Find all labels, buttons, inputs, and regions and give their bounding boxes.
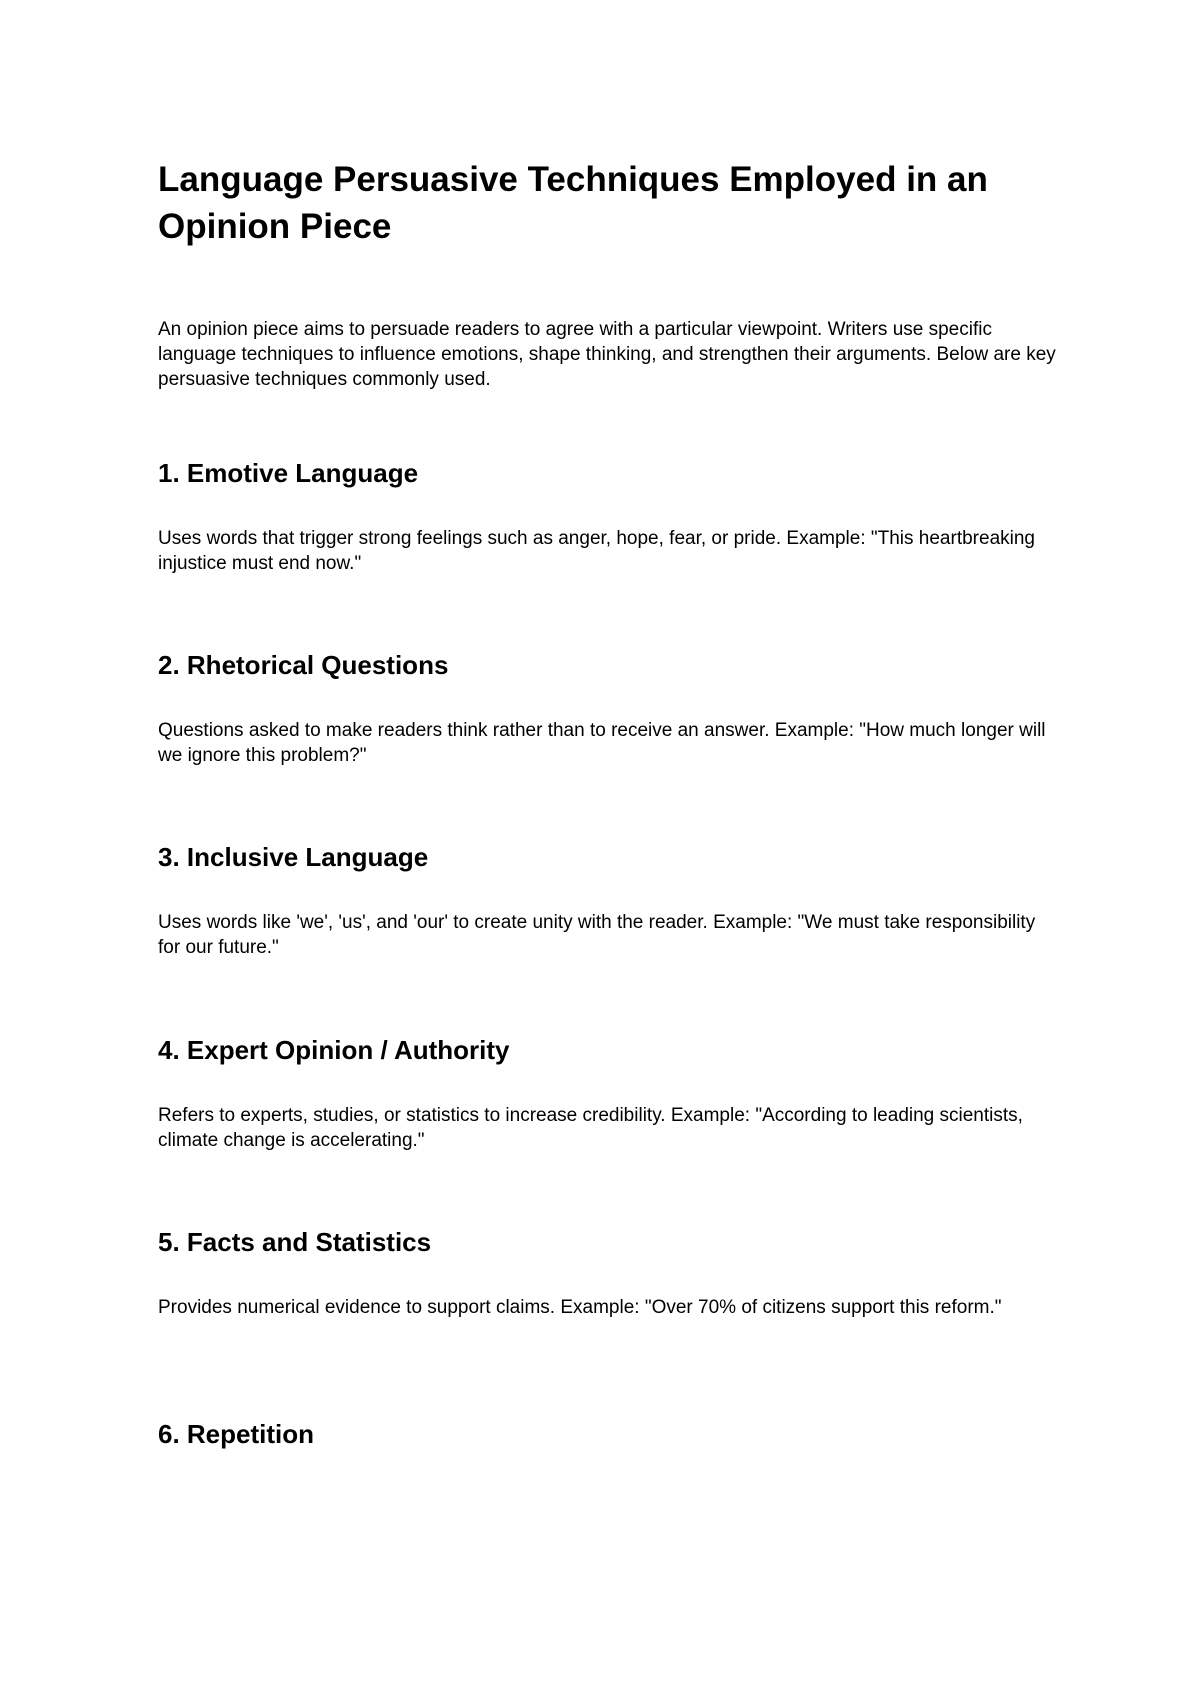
section-inclusive-language	[158, 842, 1058, 960]
section-expert-opinion	[158, 1035, 1058, 1153]
section-repetition	[158, 1419, 1058, 1449]
section-body: Questions asked to make readers think rather than to receive an answer. Example: "How much longer will we ignore this problem?"	[158, 720, 1046, 766]
section-heading: 5. Facts and Statistics	[158, 1227, 432, 1257]
section-body: Refers to experts, studies, or statistics to increase credibility. Example: "According to leading scientists, climate change is accelerating."	[158, 1105, 1023, 1151]
section-body: Uses words that trigger strong feelings such as anger, hope, fear, or pride. Example: "This heartbreaking injustice must end now."	[158, 528, 1035, 574]
section-body: Provides numerical evidence to support claims. Example: "Over 70% of citizens support this reform."	[158, 1297, 1002, 1318]
section-heading: 1. Emotive Language	[158, 458, 419, 488]
section-heading: 6. Repetition	[158, 1419, 315, 1449]
section-heading: 3. Inclusive Language	[158, 842, 429, 872]
section-body: Uses words like 'we', 'us', and 'our' to create unity with the reader. Example: "We must take responsibility for our future."	[158, 912, 1036, 958]
section-rhetorical-questions	[158, 650, 1058, 768]
document-title: Language Persuasive Techniques Employed in an Opinion Piece	[158, 160, 988, 246]
document-page	[158, 156, 1058, 1449]
intro-paragraph: An opinion piece aims to persuade readers to agree with a particular viewpoint. Writers use specific language techniques to influence emotions, shape thinking, and strengthen their arguments. Below are key persuasive techniques commonly used.	[158, 319, 1056, 390]
section-emotive-language	[158, 458, 1058, 576]
section-facts-statistics	[158, 1227, 1058, 1320]
section-heading: 2. Rhetorical Questions	[158, 650, 449, 680]
section-heading: 4. Expert Opinion / Authority	[158, 1035, 510, 1065]
